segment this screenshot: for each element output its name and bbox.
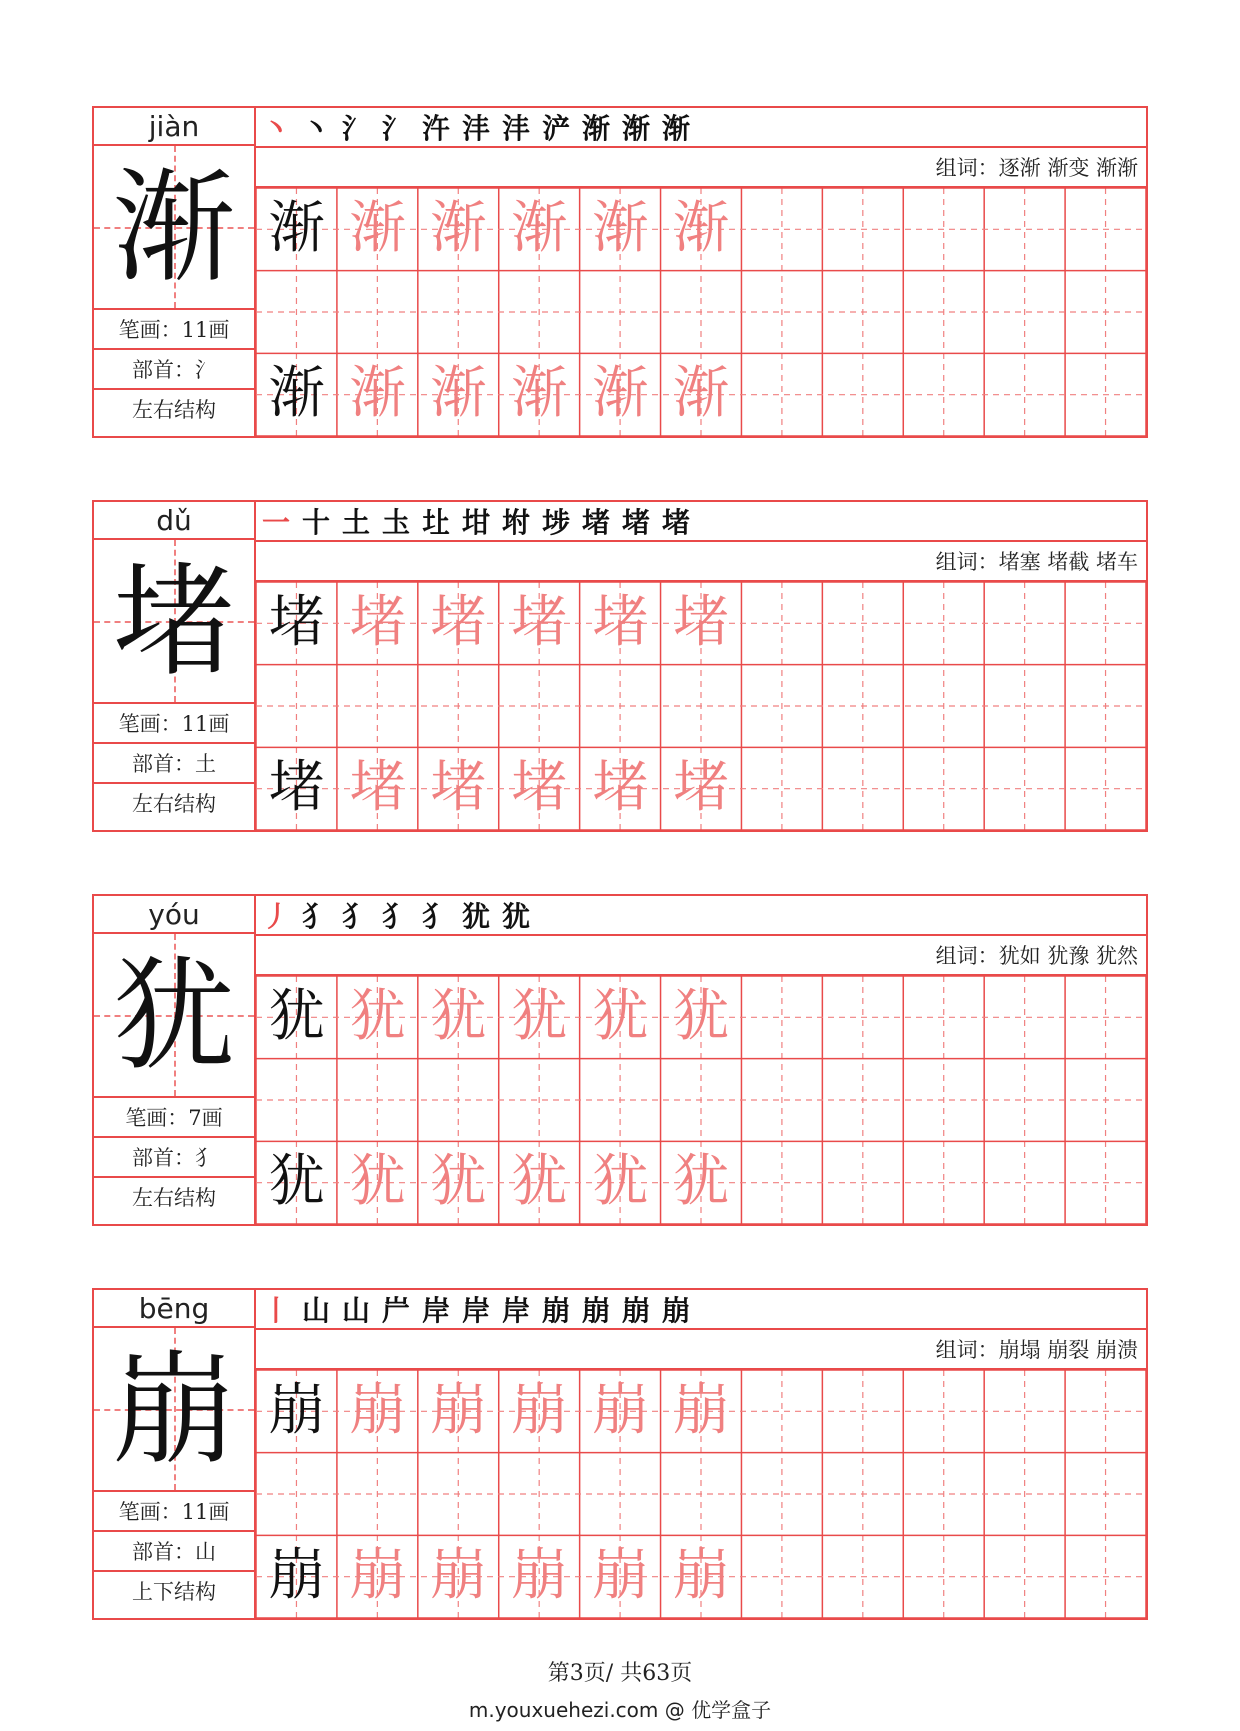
trace-character-cell [499, 188, 580, 270]
char-block [92, 500, 1148, 832]
stroke-step: 丿 [262, 900, 291, 933]
large-character-box [94, 540, 254, 704]
trace-character-cell [418, 976, 499, 1058]
structure: 左右结构 [132, 398, 216, 422]
stroke-step: 崩 [542, 1294, 571, 1327]
stroke-step: 崩 [662, 1294, 691, 1327]
trace-character-cell [580, 582, 661, 664]
stroke-step: 犹 [502, 900, 531, 933]
trace-character: 崩 [673, 1378, 730, 1443]
trace-character: 渐 [349, 196, 406, 261]
practice-panel [256, 502, 1146, 830]
stroke-step: 氵 [382, 112, 411, 145]
model-character: 崩 [268, 1378, 325, 1443]
stroke-step: 山 [342, 1294, 371, 1327]
stroke-step: 一 [262, 506, 291, 539]
trace-character: 崩 [511, 1378, 568, 1443]
trace-character: 堵 [511, 590, 568, 655]
stroke-step: 犭 [382, 900, 411, 933]
trace-character-cell [337, 1535, 418, 1617]
trace-character: 堵 [673, 590, 730, 655]
model-character-cell [256, 747, 337, 829]
trace-character-cell [499, 976, 580, 1058]
trace-character-cell [418, 1535, 499, 1617]
page-number: 第3页/ 共63页 [547, 1661, 693, 1686]
stroke-count: 笔画：11画 [94, 704, 254, 744]
trace-character: 崩 [592, 1543, 649, 1609]
trace-character: 渐 [511, 361, 568, 427]
trace-character-cell [418, 1141, 499, 1223]
model-character: 渐 [268, 196, 325, 261]
char-block [92, 106, 1148, 438]
model-character: 犹 [268, 1149, 325, 1215]
stroke-step: 岸 [502, 1294, 531, 1327]
trace-character: 犹 [592, 984, 649, 1049]
trace-character-cell [337, 976, 418, 1058]
trace-character: 渐 [349, 361, 406, 427]
large-character: 堵 [113, 551, 235, 693]
trace-character: 犹 [592, 1149, 649, 1215]
stroke-step: 犭 [342, 900, 371, 933]
trace-character-cell [580, 353, 661, 435]
stroke-step: 堵 [582, 506, 611, 539]
practice-panel [256, 108, 1146, 436]
practice-panel [256, 896, 1146, 1224]
char-block [92, 1288, 1148, 1620]
trace-character: 堵 [349, 755, 406, 821]
stroke-step: 汻 [422, 112, 451, 145]
trace-character-cell [580, 1370, 661, 1452]
model-character: 堵 [268, 590, 325, 655]
trace-character: 渐 [673, 196, 730, 261]
trace-character-cell [580, 747, 661, 829]
radical: 部首：山 [94, 1532, 254, 1572]
trace-character: 渐 [673, 361, 730, 427]
trace-character: 崩 [430, 1543, 487, 1609]
stroke-count: 笔画：11画 [94, 310, 254, 350]
stroke-order-row [256, 108, 1146, 148]
stroke-step: 犭 [422, 900, 451, 933]
radical: 部首：氵 [94, 350, 254, 390]
stroke-step: 渐 [622, 112, 651, 145]
trace-character: 崩 [673, 1543, 730, 1609]
stroke-step: 岸 [422, 1294, 451, 1327]
trace-character: 犹 [430, 1149, 487, 1215]
large-character-box [94, 934, 254, 1098]
trace-character-cell [580, 1535, 661, 1617]
stroke-step: 十 [302, 506, 331, 539]
pinyin: yóu [94, 896, 254, 934]
word-examples: 组词：逐渐 渐变 渐渐 [256, 148, 1146, 188]
trace-character-cell [499, 1535, 580, 1617]
pinyin: dǔ [94, 502, 254, 540]
model-character-cell [256, 188, 337, 270]
stroke-step: 犹 [462, 900, 491, 933]
trace-character: 犹 [673, 984, 730, 1049]
large-character: 崩 [113, 1339, 235, 1481]
model-character-cell [256, 1535, 337, 1617]
trace-character: 堵 [349, 590, 406, 655]
large-character-box [94, 146, 254, 310]
trace-character: 堵 [592, 590, 649, 655]
model-character: 崩 [268, 1543, 325, 1609]
char-block [92, 894, 1148, 1226]
trace-character-cell [661, 1370, 742, 1452]
stroke-step: 土 [342, 506, 371, 539]
trace-character-cell [418, 188, 499, 270]
trace-character-cell [580, 1141, 661, 1223]
stroke-step: 丨 [262, 1294, 291, 1327]
trace-character: 堵 [592, 755, 649, 821]
trace-character-cell [661, 1535, 742, 1617]
trace-character: 渐 [592, 196, 649, 261]
radical: 部首：土 [94, 744, 254, 784]
stroke-order-row [256, 1290, 1146, 1330]
structure: 左右结构 [132, 1186, 216, 1210]
trace-character-cell [499, 1370, 580, 1452]
trace-character: 崩 [430, 1378, 487, 1443]
trace-character: 堵 [511, 755, 568, 821]
practice-grid [256, 188, 1146, 436]
char-info-panel [94, 502, 256, 830]
pinyin: bēng [94, 1290, 254, 1328]
word-examples: 组词：堵塞 堵截 堵车 [256, 542, 1146, 582]
trace-character: 犹 [511, 1149, 568, 1215]
stroke-step: 圵 [422, 506, 451, 539]
trace-character-cell [418, 582, 499, 664]
site-credit: m.youxuehezi.com @ 优学盒子 [468, 1698, 772, 1722]
model-character-cell [256, 976, 337, 1058]
trace-character-cell [499, 747, 580, 829]
stroke-step: 堵 [662, 506, 691, 539]
stroke-step: 山 [302, 1294, 331, 1327]
stroke-step: 圡 [382, 506, 411, 539]
trace-character: 渐 [430, 196, 487, 261]
trace-character: 堵 [673, 755, 730, 821]
trace-character: 堵 [430, 590, 487, 655]
stroke-order-row [256, 896, 1146, 936]
stroke-step: 渐 [662, 112, 691, 145]
stroke-step: 沣 [462, 112, 491, 145]
stroke-step: 崩 [622, 1294, 651, 1327]
trace-character: 渐 [430, 361, 487, 427]
trace-character: 犹 [430, 984, 487, 1049]
radical: 部首：犭 [94, 1138, 254, 1178]
trace-character-cell [661, 188, 742, 270]
trace-character-cell [499, 1141, 580, 1223]
large-character: 犹 [113, 945, 235, 1087]
trace-character-cell [418, 1370, 499, 1452]
trace-character: 崩 [349, 1378, 406, 1443]
stroke-step: 岸 [462, 1294, 491, 1327]
model-character: 犹 [268, 984, 325, 1049]
stroke-step: 丶 [302, 112, 331, 145]
trace-character: 犹 [511, 984, 568, 1049]
trace-character-cell [499, 582, 580, 664]
stroke-step: 犭 [302, 900, 331, 933]
model-character-cell [256, 582, 337, 664]
model-character: 渐 [268, 361, 325, 427]
trace-character-cell [661, 747, 742, 829]
char-info-panel [94, 1290, 256, 1618]
stroke-step: 浐 [542, 112, 571, 145]
trace-character-cell [337, 582, 418, 664]
trace-character-cell [337, 747, 418, 829]
stroke-count: 笔画：11画 [94, 1492, 254, 1532]
stroke-step: 坿 [502, 506, 531, 539]
word-examples: 组词：崩塌 崩裂 崩溃 [256, 1330, 1146, 1370]
trace-character-cell [580, 188, 661, 270]
trace-character-cell [580, 976, 661, 1058]
practice-grid [256, 1370, 1146, 1618]
stroke-step: 崩 [582, 1294, 611, 1327]
stroke-step: 屵 [382, 1294, 411, 1327]
practice-grid [256, 976, 1146, 1224]
pinyin: jiàn [94, 108, 254, 146]
char-info-panel [94, 108, 256, 436]
practice-panel [256, 1290, 1146, 1618]
model-character-cell [256, 1370, 337, 1452]
model-character-cell [256, 1141, 337, 1223]
trace-character-cell [661, 582, 742, 664]
stroke-step: 埗 [542, 506, 571, 539]
trace-character: 崩 [592, 1378, 649, 1443]
stroke-step: 丶 [262, 112, 291, 145]
trace-character: 犹 [349, 984, 406, 1049]
stroke-step: 堵 [622, 506, 651, 539]
trace-character-cell [661, 976, 742, 1058]
trace-character-cell [661, 1141, 742, 1223]
trace-character: 堵 [430, 755, 487, 821]
large-character-box [94, 1328, 254, 1492]
trace-character-cell [418, 747, 499, 829]
trace-character: 崩 [349, 1543, 406, 1609]
trace-character: 渐 [592, 361, 649, 427]
trace-character-cell [661, 353, 742, 435]
trace-character-cell [499, 353, 580, 435]
trace-character: 崩 [511, 1543, 568, 1609]
model-character: 堵 [268, 755, 325, 821]
trace-character: 犹 [349, 1149, 406, 1215]
trace-character-cell [337, 1370, 418, 1452]
stroke-count: 笔画：7画 [94, 1098, 254, 1138]
trace-character: 犹 [673, 1149, 730, 1215]
stroke-step: 氵 [342, 112, 371, 145]
model-character-cell [256, 353, 337, 435]
char-info-panel [94, 896, 256, 1224]
trace-character-cell [337, 353, 418, 435]
large-character: 渐 [113, 157, 235, 299]
stroke-step: 沣 [502, 112, 531, 145]
trace-character: 渐 [511, 196, 568, 261]
stroke-step: 渐 [582, 112, 611, 145]
trace-character-cell [418, 353, 499, 435]
stroke-order-row [256, 502, 1146, 542]
trace-character-cell [337, 188, 418, 270]
structure: 上下结构 [132, 1580, 216, 1604]
word-examples: 组词：犹如 犹豫 犹然 [256, 936, 1146, 976]
structure: 左右结构 [132, 792, 216, 816]
trace-character-cell [337, 1141, 418, 1223]
practice-grid [256, 582, 1146, 830]
stroke-step: 坩 [462, 506, 491, 539]
